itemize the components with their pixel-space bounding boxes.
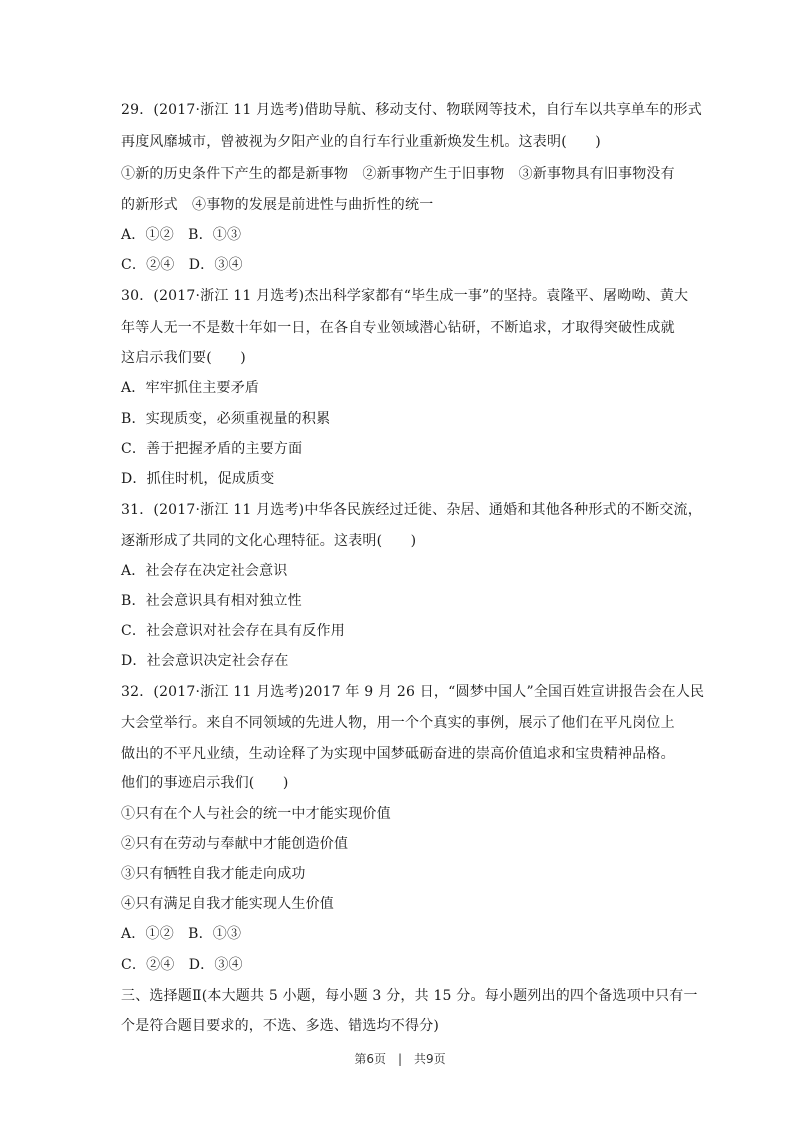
q32-statement-2: ②只有在劳动与奉献中才能创造价值 xyxy=(121,836,349,852)
page-number: 第6页 xyxy=(354,1052,386,1066)
q32-option-cd: C．②④ D．③④ xyxy=(121,957,243,973)
q30-stem-line-3: 这启示我们要( ) xyxy=(121,350,246,366)
q29-stem-line-1: 29．(2017·浙江 11 月选考)借助导航、移动支付、物联网等技术，自行车以共享单车的形式 xyxy=(121,102,702,118)
q29-stem-line-3: ①新的历史条件下产生的都是新事物 ②新事物产生于旧事物 ③新事物具有旧事物没有 xyxy=(121,166,675,182)
footer-separator: | xyxy=(397,1052,403,1066)
q32-option-ab: A．①② B．①③ xyxy=(121,926,242,942)
q32-stem-line-3: 做出的不平凡业绩，生动诠释了为实现中国梦砥砺奋进的崇高价值追求和宝贵精神品格。 xyxy=(121,746,675,762)
page-total: 共9页 xyxy=(414,1052,446,1066)
q30-stem-line-2: 年等人无一不是数十年如一日，在各自专业领域潜心钻研，不断追求，才取得突破性成就 xyxy=(121,320,675,336)
q31-stem-line-1: 31．(2017·浙江 11 月选考)中华各民族经过迁徙、杂居、通婚和其他各种形式的不断交流， xyxy=(121,502,702,518)
q31-option-c: C．社会意识对社会存在具有反作用 xyxy=(121,623,345,639)
q31-option-d: D．社会意识决定社会存在 xyxy=(121,653,289,669)
q30-option-c: C．善于把握矛盾的主要方面 xyxy=(121,441,303,457)
q29-stem-line-4: 的新形式 ④事物的发展是前进性与曲折性的统一 xyxy=(121,197,434,213)
q31-option-a: A．社会存在决定社会意识 xyxy=(121,563,288,579)
q32-stem-line-4: 他们的事迹启示我们( ) xyxy=(121,775,289,791)
q29-option-cd: C．②④ D．③④ xyxy=(121,257,243,273)
q31-option-b: B．社会意识具有相对独立性 xyxy=(121,593,302,609)
page-footer xyxy=(0,1050,800,1067)
section-heading-line-2: 个是符合题目要求的，不选、多选、错选均不得分) xyxy=(121,1018,440,1034)
q31-stem-line-2: 逐渐形成了共同的文化心理特征。这表明( ) xyxy=(121,533,417,549)
q30-stem-line-1: 30．(2017·浙江 11 月选考)杰出科学家都有“毕生成一事”的坚持。袁隆平、屠呦呦、黄大 xyxy=(121,288,689,304)
q32-statement-1: ①只有在个人与社会的统一中才能实现价值 xyxy=(121,806,391,822)
q30-option-a: A．牢牢抓住主要矛盾 xyxy=(121,380,260,396)
q29-stem-line-2: 再度风靡城市，曾被视为夕阳产业的自行车行业重新焕发生机。这表明( ) xyxy=(121,134,601,150)
q32-stem-line-2: 大会堂举行。来自不同领域的先进人物，用一个个真实的事例，展示了他们在平凡岗位上 xyxy=(121,715,675,731)
q30-option-d: D．抓住时机，促成质变 xyxy=(121,471,275,487)
q29-option-ab: A．①② B．①③ xyxy=(121,227,242,243)
q32-statement-4: ④只有满足自我才能实现人生价值 xyxy=(121,896,334,912)
section-heading-line-1: 三、选择题Ⅱ(本大题共 5 小题，每小题 3 分，共 15 分。每小题列出的四个备选项中只有一 xyxy=(121,988,698,1004)
q32-stem-line-1: 32．(2017·浙江 11 月选考)2017 年 9 月 26 日，“圆梦中国人”全国百姓宣讲报告会在人民 xyxy=(121,684,705,700)
q30-option-b: B．实现质变，必须重视量的积累 xyxy=(121,411,331,427)
q32-statement-3: ③只有牺牲自我才能走向成功 xyxy=(121,866,306,882)
